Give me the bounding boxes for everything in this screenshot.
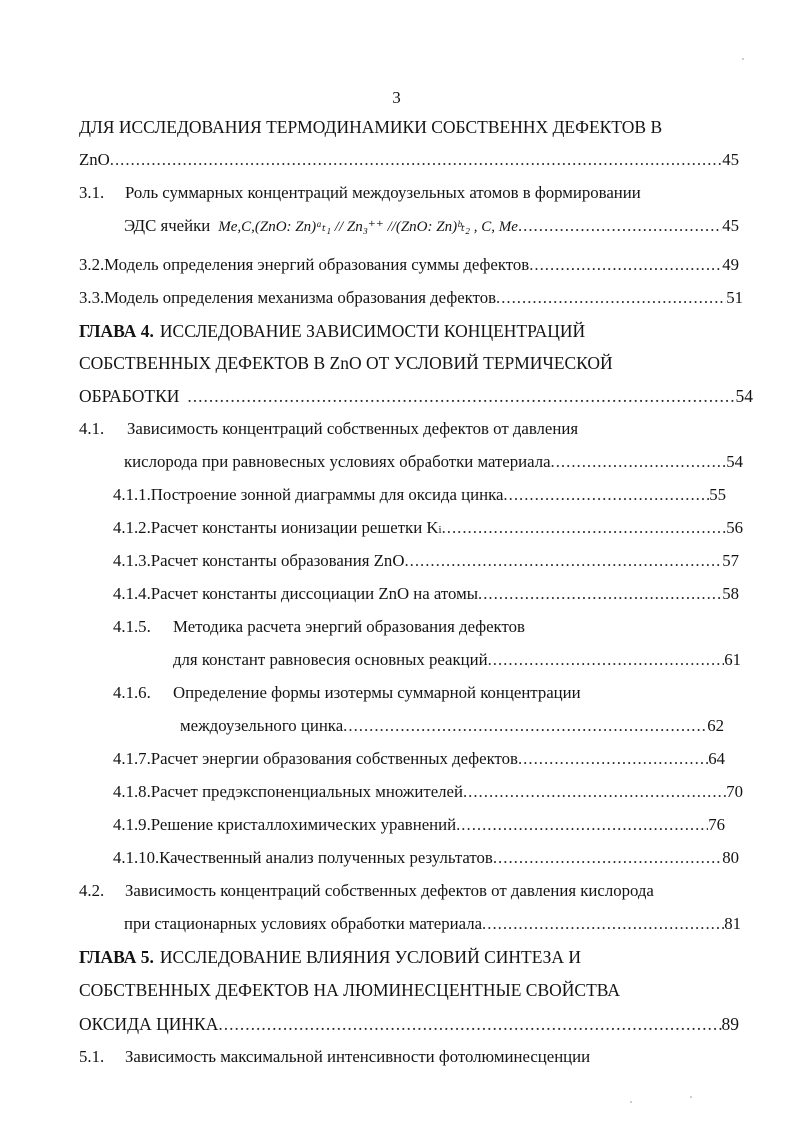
- toc-chapter-4-line-2: СОБСТВЕННЫХ ДЕФЕКТОВ В ZnO ОТ УСЛОВИЙ ТЕРМИЧЕСКОЙ: [79, 353, 613, 373]
- toc-section-3-1-line-2: ЭДС ячейки Me,C,(ZnO: Zn)ᵃₜ₁ // Zn₃⁺⁺ //(ZnO: Zn)ᵇₜ₂ , C, Me ..... 45: [124, 213, 739, 239]
- dot-leader: [488, 647, 725, 673]
- page-ref: 61: [724, 650, 741, 669]
- section-number: 3.1.: [79, 183, 105, 202]
- chapter-label: ГЛАВА 5.: [79, 947, 154, 967]
- scan-speck: [742, 58, 744, 60]
- toc-section-3-2: 3.2. Модель определения энергий образования суммы дефектов ..... 49: [79, 252, 739, 278]
- toc-chapter-3-line-1: ДЛЯ ИССЛЕДОВАНИЯ ТЕРМОДИНАМИКИ СОБСТВЕННХ ДЕФЕКТОВ В: [79, 117, 663, 137]
- section-number: 4.1.: [79, 419, 105, 438]
- section-number: 4.2.: [79, 881, 105, 900]
- page-ref: 45: [722, 216, 739, 235]
- dot-leader: [187, 383, 735, 409]
- section-number: 4.1.5.: [113, 617, 151, 636]
- page-ref: 49: [722, 255, 739, 274]
- toc-chapter-4-line-1: ГЛАВА 4. ИССЛЕДОВАНИЕ ЗАВИСИМОСТИ КОНЦЕНТРАЦИЙ: [79, 318, 739, 344]
- page-ref: 76: [708, 815, 725, 834]
- scan-speck: [690, 1096, 692, 1098]
- toc-section-4-1-9: 4.1.9. Решение кристаллохимических уравнений ..... 76: [113, 812, 725, 838]
- toc-chapter-5-line-2: СОБСТВЕННЫХ ДЕФЕКТОВ НА ЛЮМИНЕСЦЕНТНЫЕ СВОЙСТВА: [79, 980, 620, 1000]
- dot-leader: [551, 449, 727, 475]
- toc-section-5-1-line-1: 5.1. Зависимость максимальной интенсивности фотолюминесценции: [79, 1044, 739, 1070]
- toc-section-4-2-line-2: при стационарных условиях обработки материала ..... 81: [124, 911, 741, 937]
- toc-section-4-1-5-line-1: 4.1.5. Методика расчета энергий образования дефектов: [113, 614, 739, 640]
- section-number: 4.1.1.: [113, 485, 151, 504]
- toc-chapter-5-line-3: ОКСИДА ЦИНКА ..... 89: [79, 1011, 739, 1037]
- dot-leader: [343, 713, 707, 739]
- toc-chapter-3-line-2: ZnO ..... 45: [79, 147, 739, 173]
- dot-leader: [478, 581, 722, 607]
- toc-section-4-1-4: 4.1.4. Расчет константы диссоциации ZnO на атомы ..... 58: [113, 581, 739, 607]
- section-number: 4.1.8.: [113, 782, 151, 801]
- toc-section-4-2-line-1: 4.2. Зависимость концентраций собственных дефектов от давления кислорода: [79, 878, 739, 904]
- section-number: 3.2.: [79, 255, 105, 274]
- dot-leader: [503, 482, 709, 508]
- section-number: 5.1.: [79, 1047, 105, 1066]
- section-number: 3.3.: [79, 288, 105, 307]
- page-ref: 64: [708, 749, 725, 768]
- toc-section-4-1-5-line-2: для констант равновесия основных реакций ..... 61: [173, 647, 741, 673]
- dot-leader: [518, 746, 708, 772]
- dot-leader: [442, 515, 727, 541]
- scan-speck: [630, 1101, 632, 1103]
- page-number: 3: [392, 88, 401, 107]
- section-number: 4.1.2.: [113, 518, 151, 537]
- cell-formula: Me,C,(ZnO: Zn)ᵃₜ₁ // Zn₃⁺⁺ //(ZnO: Zn)ᵇₜ₂ , C, Me: [218, 219, 518, 235]
- section-number: 4.1.4.: [113, 584, 151, 603]
- toc-section-3-3: 3.3. Модель определения механизма образования дефектов ..... 51: [79, 285, 743, 311]
- toc-chapter-5-line-1: ГЛАВА 5. ИССЛЕДОВАНИЕ ВЛИЯНИЯ УСЛОВИЙ СИНТЕЗА И: [79, 944, 739, 970]
- page-ref: 56: [726, 518, 743, 537]
- dot-leader: [404, 548, 722, 574]
- page-ref: 57: [722, 551, 739, 570]
- page-ref: 54: [735, 386, 753, 406]
- page-ref: 55: [709, 485, 726, 504]
- toc-section-4-1-2: 4.1.2. Расчет константы ионизации решетки K i ..... 56: [113, 515, 743, 541]
- dot-leader: [110, 147, 722, 173]
- toc-section-4-1-6-line-1: 4.1.6. Определение формы изотермы суммарной концентрации: [113, 680, 739, 706]
- toc-section-4-1-1: 4.1.1. Построение зонной диаграммы для оксида цинка ..... 55: [113, 482, 726, 508]
- dot-leader: [496, 285, 726, 311]
- page-ref: 70: [726, 782, 743, 801]
- section-number: 4.1.7.: [113, 749, 151, 768]
- dot-leader: [482, 911, 724, 937]
- toc-section-4-1-8: 4.1.8. Расчет предэкспоненциальных множителей ..... 70: [113, 779, 743, 805]
- chapter-label: ГЛАВА 4.: [79, 321, 154, 341]
- page-ref: 54: [726, 452, 743, 471]
- section-number: 4.1.3.: [113, 551, 151, 570]
- toc-section-4-1-7: 4.1.7. Расчет энергии образования собственных дефектов ..... 64: [113, 746, 725, 772]
- toc-section-4-1-line-1: 4.1. Зависимость концентраций собственных дефектов от давления: [79, 416, 739, 442]
- toc-section-4-1-3: 4.1.3. Расчет константы образования ZnO ..... 57: [113, 548, 739, 574]
- section-number: 4.1.9.: [113, 815, 151, 834]
- page-ref: 80: [722, 848, 739, 867]
- page-ref: 51: [726, 288, 743, 307]
- section-number: 4.1.6.: [113, 683, 151, 702]
- toc-section-4-1-6-line-2: междоузельного цинка ..... 62: [180, 713, 724, 739]
- page-ref: 89: [721, 1014, 739, 1034]
- page-ref: 58: [722, 584, 739, 603]
- page-ref: 81: [724, 914, 741, 933]
- dot-leader: [529, 252, 722, 278]
- dot-leader: [456, 812, 708, 838]
- toc-section-4-1-10: 4.1.10. Качественный анализ полученных результатов ..... 80: [113, 845, 739, 871]
- dot-leader: [518, 213, 722, 239]
- page-ref: 45: [722, 150, 739, 169]
- section-number: 4.1.10.: [113, 848, 160, 867]
- dot-leader: [218, 1011, 721, 1037]
- toc-section-4-1-line-2: кислорода при равновесных условиях обработки материала ..... 54: [124, 449, 743, 475]
- dot-leader: [463, 779, 726, 805]
- page-ref: 62: [707, 716, 724, 735]
- dot-leader: [493, 845, 722, 871]
- toc-chapter-4-line-3: ОБРАБОТКИ ..... 54: [79, 383, 753, 409]
- toc-section-3-1-line-1: 3.1. Роль суммарных концентраций междоузельных атомов в формировании: [79, 180, 739, 206]
